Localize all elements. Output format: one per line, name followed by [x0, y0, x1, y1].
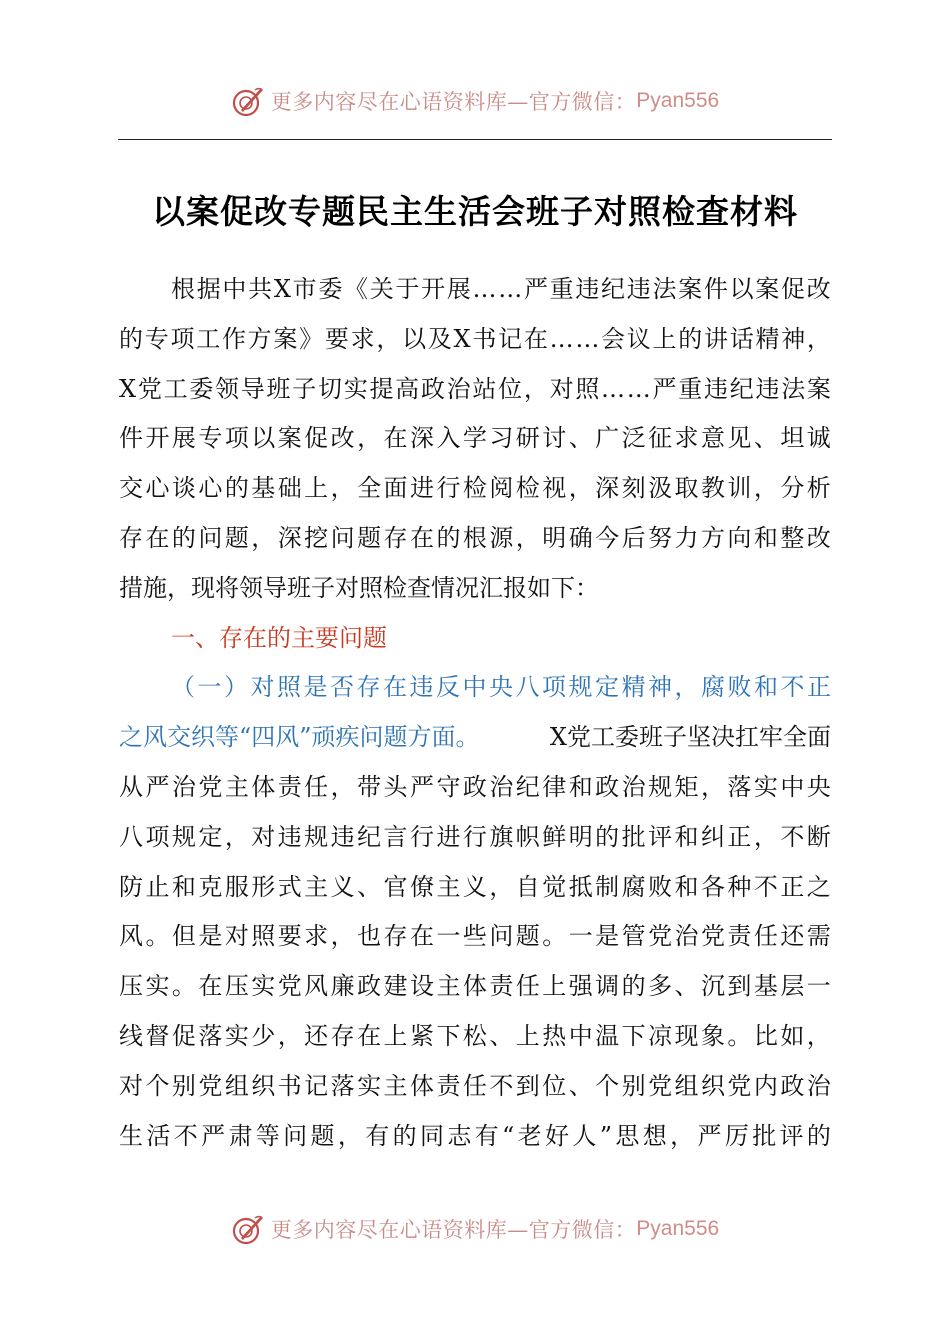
watermark-banner-bottom — [0, 1204, 950, 1254]
document-title: 以案促改专题民主生活会班子对照检查材料 — [152, 192, 798, 231]
subsection-heading-continued — [119, 713, 831, 763]
paragraph-line: 件 开 展 专 项 以 案 促 改 ， 在 深 入 学 习 研 讨 、 广 泛 征 求 意 见 、 坦 诚 — [119, 424, 831, 453]
paragraph-line: 存 在 的 问 题 ， 深 挖 问 题 存 在 的 根 源 ， 明 确 今 后 努 力 方 向 和 整 改 — [119, 523, 831, 552]
paragraph-line: 根 据 中 共 X 市 委 《 关 于 开 展 … … 严 重 违 纪 违 法 案 件 以 案 促 改 — [171, 275, 831, 303]
pen-logo-icon — [231, 1212, 265, 1246]
watermark-text: 更多内容尽在心语资料库—官方微信： — [270, 90, 637, 114]
paragraph-line: 的 专 项 工 作 方 案 》 要 求 ， 以 及 X 书 记 在 … … 会 议 上 的 讲 话 精 神 ， — [119, 324, 831, 353]
watermark-wechat-id: Pyan556 — [636, 89, 720, 112]
paragraph-line: 对 个 别 党 组 织 书 记 落 实 主 体 责 任 不 到 位 、 个 别 党 组 织 党 内 政 治 — [119, 1071, 831, 1100]
paragraph-text: X党工委班子坚决扛牢全面 — [549, 723, 831, 752]
watermark-text: 更多内容尽在心语资料库—官方微信： — [270, 1218, 637, 1242]
paragraph-line: 线 督 促 落 实 少 ， 还 存 在 上 紧 下 松 、 上 热 中 温 下 凉 现 象 。 比 如 ， — [119, 1021, 831, 1050]
paragraph-line: X 党 工 委 领 导 班 子 切 实 提 高 政 治 站 位 ， 对 照 … … 严 重 违 纪 违 法 案 — [119, 374, 831, 403]
watermark-banner-top — [0, 76, 950, 126]
paragraph-line: 生 活 不 严 肃 等 问 题 ， 有 的 同 志 有 “ 老 好 人 ” 思 想 ， 严 厉 批 评 的 — [119, 1121, 831, 1150]
paragraph-line: 风 。 但 是 对 照 要 求 ， 也 存 在 一 些 问 题 。 一 是 管 党 治 党 责 任 还 需 — [119, 922, 831, 951]
document-body — [119, 265, 831, 1161]
paragraph-line: 措施，现将领导班子对照检查情况汇报如下： — [119, 573, 599, 602]
watermark-wechat-id: Pyan556 — [636, 1217, 720, 1240]
pen-logo-icon — [231, 84, 265, 118]
paragraph-line: 八 项 规 定 ， 对 违 规 违 纪 言 行 进 行 旗 帜 鲜 明 的 批 评 和 纠 正 ， 不 断 — [119, 822, 831, 851]
subsection-heading: （ 一 ） 对 照 是 否 存 在 违 反 中 央 八 项 规 定 精 神 ， 腐 败 和 不 正 — [171, 673, 831, 702]
paragraph-line: 交 心 谈 心 的 基 础 上 ， 全 面 进 行 检 阅 检 视 ， 深 刻 汲 取 教 训 ， 分 析 — [119, 474, 831, 503]
section-heading: 一、存在的主要问题 — [171, 623, 387, 652]
header-divider — [118, 139, 832, 140]
subsection-heading-tail: 之风交织等“四风”顽疾问题方面。 — [119, 723, 480, 752]
paragraph-line: 防 止 和 克 服 形 式 主 义 、 官 僚 主 义 ， 自 觉 抵 制 腐 败 和 各 种 不 正 之 — [119, 872, 831, 901]
paragraph-line: 从 严 治 党 主 体 责 任 ， 带 头 严 守 政 治 纪 律 和 政 治 规 矩 ， 落 实 中 央 — [119, 772, 831, 801]
paragraph-line: 压 实 。 在 压 实 党 风 廉 政 建 设 主 体 责 任 上 强 调 的 多 、 沉 到 基 层 一 — [119, 972, 831, 1001]
